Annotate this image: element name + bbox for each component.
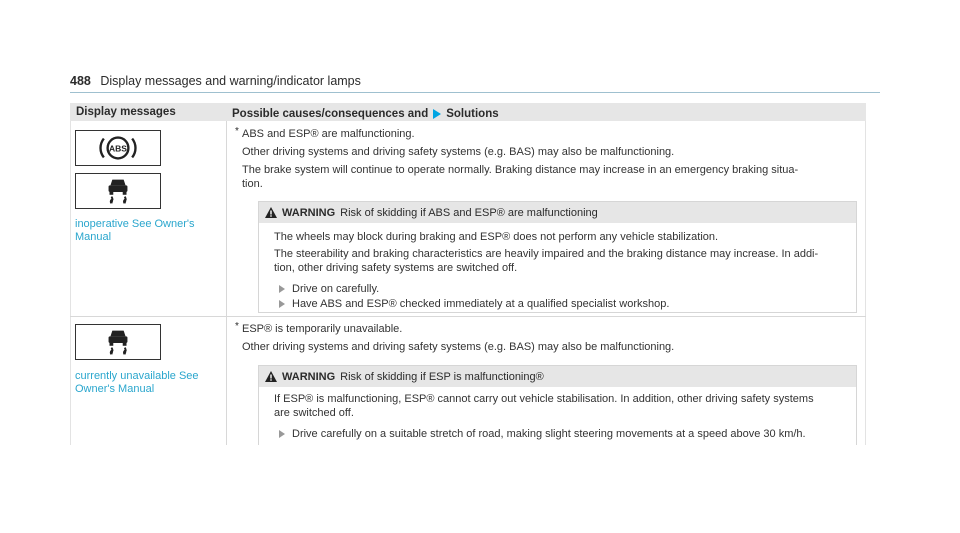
- row1-label: [75, 218, 225, 244]
- row1-s2-text: Have ABS and ESP® checked immediately at a qualified specialist workshop.: [292, 298, 670, 310]
- row1-label-line1: inoperative See Owner's: [75, 218, 195, 230]
- row1-p1: ABS and ESP® are malfunctioning.: [242, 128, 415, 140]
- warning-triangle-icon: [265, 207, 277, 218]
- page-number: 488: [70, 74, 91, 88]
- row1-warning-header: [259, 202, 856, 223]
- row2-w1-line1: If ESP® is malfunctioning, ESP® cannot carry out vehicle stabilisation. In addition, other driving safety systems: [274, 393, 814, 405]
- row1-label-line2: Manual: [75, 231, 112, 243]
- bullet-arrow-icon: [279, 285, 285, 293]
- table-border-left: [70, 121, 71, 445]
- row1-p3: [242, 164, 798, 191]
- esp-skid-icon: [75, 324, 161, 360]
- row2-p1: ESP® is temporarily unavailable.: [242, 323, 403, 335]
- row1-p2: Other driving systems and driving safety systems (e.g. BAS) may also be malfunctioning.: [242, 146, 675, 158]
- col-causes-solutions: [232, 108, 499, 120]
- bullet-arrow-icon: [279, 300, 285, 308]
- row1-p3-line1: The brake system will continue to operate normally. Braking distance may increase in an emergency braking situa-: [242, 164, 799, 176]
- row1-p3-line2: tion.: [242, 177, 263, 190]
- page-section-title: Display messages and warning/indicator lamps: [100, 74, 361, 88]
- column-divider: [226, 121, 227, 445]
- arrow-icon: [433, 109, 441, 119]
- bullet-arrow-icon: [279, 430, 285, 438]
- row2-p2: Other driving systems and driving safety systems (e.g. BAS) may also be malfunctioning.: [242, 341, 675, 353]
- col-causes-label: Possible causes/consequences and: [232, 108, 429, 120]
- row1-solution-1: [279, 283, 379, 297]
- row2-star: *: [235, 321, 239, 332]
- col-solutions-label: Solutions: [446, 108, 499, 120]
- row2-label-line2: Owner's Manual: [75, 383, 155, 395]
- row2-solution-1: [279, 428, 806, 442]
- row1-star: *: [235, 126, 239, 137]
- row2-warning-header: [259, 366, 856, 387]
- esp-skid-icon: [75, 173, 161, 209]
- row1-warning-title: WARNING: [282, 206, 336, 219]
- row1-w2-line1: The steerability and braking characteristics are heavily impaired and the braking distance may increase. In addi-: [274, 248, 819, 260]
- row1-w2-line2: tion, other driving safety systems are switched off.: [274, 261, 518, 274]
- warning-triangle-icon: [265, 371, 277, 382]
- messages-table: [70, 103, 866, 445]
- page-header: [70, 74, 361, 88]
- row1-warning-box: [258, 201, 857, 313]
- row2-warning-box: [258, 365, 857, 445]
- row2-warning-title: WARNING: [282, 370, 336, 383]
- abs-warning-icon: [75, 130, 161, 166]
- row2-w1: [274, 393, 814, 420]
- row2-label: [75, 370, 225, 396]
- row2-w1-line2: are switched off.: [274, 406, 354, 419]
- row-divider: [70, 316, 866, 317]
- svg-text:ABS: ABS: [109, 143, 127, 154]
- row1-solution-2: [279, 298, 669, 312]
- row1-s1-text: Drive on carefully.: [292, 283, 380, 295]
- row1-warning-text: Risk of skidding if ABS and ESP® are malfunctioning: [340, 206, 598, 219]
- row2-label-line1: currently unavailable See: [75, 370, 199, 382]
- row1-w2: [274, 248, 818, 275]
- header-rule: [70, 92, 880, 93]
- row1-w1: The wheels may block during braking and ESP® does not perform any vehicle stabilization.: [274, 231, 719, 243]
- row2-warning-text: Risk of skidding if ESP is malfunctioning®: [340, 370, 544, 383]
- col-display-messages: Display messages: [76, 106, 176, 118]
- row2-s1-text: Drive carefully on a suitable stretch of road, making slight steering movements at a speed above 30 km/h.: [292, 428, 806, 440]
- table-border-right: [865, 121, 866, 445]
- table-header: [70, 103, 866, 121]
